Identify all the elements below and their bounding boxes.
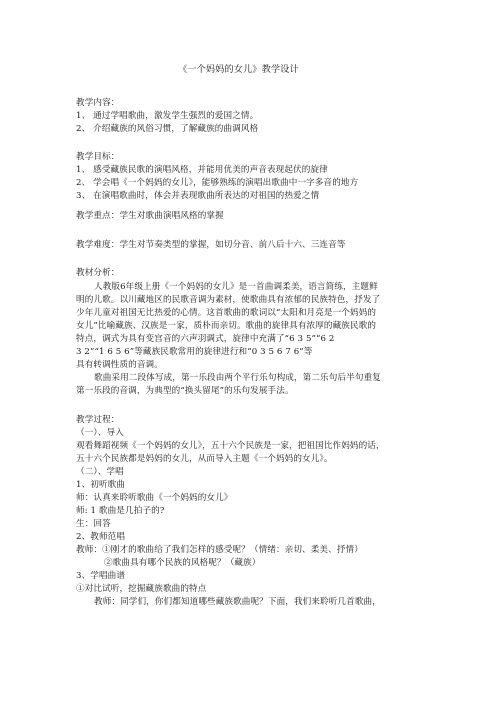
process-line: 师: 1 歌曲是几拍子的? bbox=[76, 506, 165, 516]
document-title: 《一个妈妈的女儿》教学设计 bbox=[178, 64, 299, 75]
process-line: 五十六个民族都是妈妈的女儿，从而导入主题《一个妈妈的女儿》。 bbox=[76, 454, 333, 464]
goal-item-2: 2、 学会唱《一个妈妈的女儿》，能够熟练的演唱出歌曲中一字多音的地方 bbox=[76, 178, 359, 188]
process-line: 生：回答 bbox=[76, 519, 111, 529]
content-heading: 教学内容： bbox=[76, 98, 120, 108]
process-line: （一）、导入 bbox=[76, 428, 124, 438]
process-heading: 教学过程： bbox=[76, 415, 120, 425]
analysis-heading: 教材分析： bbox=[76, 268, 120, 278]
analysis-line: 特点，调式为具有变宫音的六声羽调式，旋律中充满了“6 3 5”“6 2 bbox=[76, 334, 335, 344]
process-line: 师：认真来聆听歌曲《一个妈妈的女儿》 bbox=[76, 493, 233, 503]
process-line: （二）、学唱 bbox=[76, 467, 124, 477]
process-line: 教师：①刚才的歌曲给了我们怎样的感受呢？（情绪：亲切、柔美、抒情） bbox=[76, 545, 363, 555]
analysis-line: 女儿”比喻藏族、汉族是一家，质朴而亲切。歌曲的旋律具有浓厚的藏族民歌的 bbox=[76, 321, 377, 331]
process-line: 3、学唱曲谱 bbox=[76, 571, 126, 581]
goal-item-3: 3、 在演唱歌曲时，体会并表现歌曲所表达的对祖国的热爱之情 bbox=[76, 191, 320, 201]
content-item-1: 1、 通过学唱歌曲，激发学生强烈的爱国之情。 bbox=[76, 111, 259, 121]
process-line: 2、教师范唱 bbox=[76, 532, 126, 542]
process-line: ②歌曲具有哪个民族的风格呢？（藏族） bbox=[104, 558, 261, 568]
process-line: 教师：同学们，你们都知道哪些藏族歌曲呢？下面，我们来聆听几首歌曲， bbox=[94, 597, 381, 607]
goal-item-1: 1、 感受藏族民歌的演唱风格，并能用优美的声音表现起伏的旋律 bbox=[76, 165, 328, 175]
goals-heading: 教学目标： bbox=[76, 152, 120, 162]
analysis-line: 3 2”“1 6 5 6”等藏族民歌常用的旋律进行和“0 3 5 6 7 6”等 bbox=[76, 347, 313, 357]
process-line: ①对比试听，挖掘藏族歌曲的特点 bbox=[76, 584, 207, 594]
difficulty: 教学难度：学生对节奏类型的掌握，如切分音、前八后十六、三连音等 bbox=[76, 240, 346, 250]
process-line: 观看舞蹈视频《一个妈妈的女儿》，五十六个民族是一家，把祖国比作妈妈的话， bbox=[76, 441, 385, 451]
analysis-line: 明的儿歌。以川藏地区的民歌音调为素材，使歌曲具有浓郁的民族特色，抒发了 bbox=[76, 295, 381, 305]
key-point: 教学重点：学生对歌曲演唱风格的掌握 bbox=[76, 211, 224, 221]
analysis-line: 少年儿童对祖国无比热爱的心情。这首歌曲的歌词以“太阳和月亮是一个妈妈的 bbox=[76, 308, 377, 318]
analysis-line: 具有转调性质的音调。 bbox=[76, 360, 163, 370]
analysis-line: 第一乐段的音调，为典型的“换头留尾”的乐句发展手法。 bbox=[76, 386, 294, 396]
content-item-2: 2、 介绍藏族的风俗习惯，了解藏族的曲调风格 bbox=[76, 124, 259, 134]
analysis-line: 人教版6年级上册《一个妈妈的女儿》是一首曲调柔美，语言简练，主题鲜 bbox=[94, 282, 378, 292]
process-line: 1、初听歌曲 bbox=[76, 480, 126, 490]
analysis-line: 歌曲采用二段体写成，第一乐段由两个平行乐句构成，第二乐句后半句重复 bbox=[94, 373, 381, 383]
